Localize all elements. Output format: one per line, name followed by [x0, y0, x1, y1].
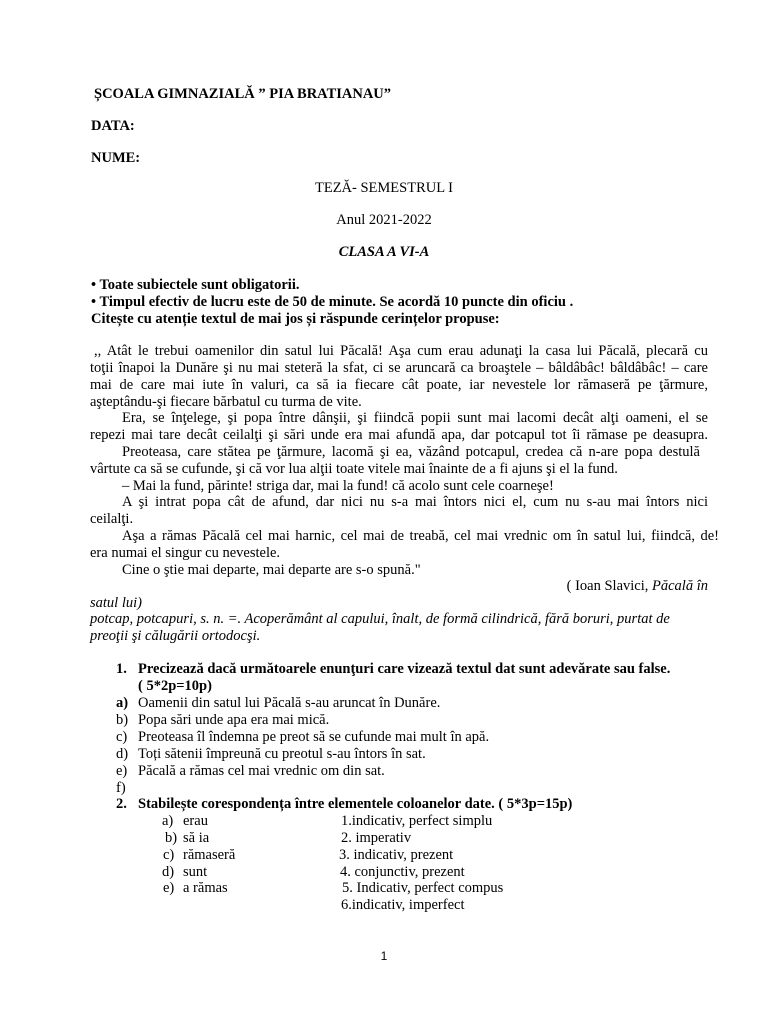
q2-prompt: Stabilește corespondența între elementele coloanelor date. ( 5*3p=15p): [138, 796, 573, 812]
q2-right-item: 5. Indicativ, perfect compus: [342, 880, 504, 896]
text-line: vârtute ca să se cufunde, şi că vor lua alţii toate vitele mai înainte de a fi ajuns şi el la fund.: [90, 461, 618, 477]
text-line: era numai el singur cu nevestele.: [90, 545, 281, 561]
q2-left-letter: c): [163, 847, 175, 863]
q2-left-letter: d): [162, 864, 175, 880]
exam-title: TEZĂ- SEMESTRUL I: [314, 180, 453, 196]
instruction-3: Citește cu atenție textul de mai jos și răspunde cerințelor propuse:: [91, 311, 500, 327]
text-source: ( Ioan Slavici, Păcală în: [566, 578, 708, 594]
text-line: Cine o ştie mai departe, mai departe are s-o spună.": [122, 562, 421, 578]
q2-right-item: 2. imperativ: [341, 830, 412, 846]
instruction-1: • Toate subiectele sunt obligatorii.: [91, 277, 300, 293]
q1-prompt: Precizează dacă următoarele enunţuri care vizează textul dat sunt adevărate sau false.: [138, 661, 671, 677]
q1-item-text: Popa sări unde apa era mai mică.: [138, 712, 330, 728]
name-label: NUME:: [91, 150, 141, 166]
q2-right-item: 3. indicativ, prezent: [339, 847, 454, 863]
q2-left-letter: e): [163, 880, 175, 896]
q2-left-text: să ia: [183, 830, 210, 846]
q1-item-letter: e): [116, 763, 128, 779]
text-line: toţii înapoi la Dunăre şi nu mai steteră la sfat, ci se aruncară ca broaştele – bâldâbâc! bâldâbâc! – care: [90, 360, 708, 376]
text-line: Preoteasa, care stătea pe ţărmure, lacomă şi ea, văzând potcapul, credea că n-are popa destulă: [122, 444, 700, 460]
text-source-cont: satul lui): [90, 595, 142, 611]
date-label: DATA:: [91, 118, 135, 134]
text-line: aşteptându-şi fiecare bărbatul cu turma de vite.: [90, 394, 362, 410]
school-name: ȘCOALA GIMNAZIALĂ ” PIA BRATIANAU”: [94, 86, 392, 102]
q1-item-letter: c): [116, 729, 128, 745]
page-number: 1: [380, 949, 388, 963]
q2-left-text: rămaseră: [183, 847, 236, 863]
class-label: CLASA A VI-A: [338, 244, 430, 260]
q1-number: 1.: [116, 661, 127, 677]
q1-item-letter: a): [116, 695, 129, 711]
q2-left-letter: a): [162, 813, 174, 829]
q2-left-text: erau: [183, 813, 208, 829]
text-line: – Mai la fund, părinte! striga dar, mai la fund! că acolo sunt cele coarneşe!: [122, 478, 554, 494]
text-line: A şi intrat popa cât de afund, dar nici nu s-a mai întors nici el, cum nu s-au mai întors nici: [122, 494, 708, 510]
school-year: Anul 2021-2022: [336, 212, 432, 228]
text-line: Era, se înţelege, şi popa între dânşii, şi fiindcă popii sunt mai lacomi decât alţi oameni, el se: [122, 410, 708, 426]
q2-left-letter: b): [165, 830, 178, 846]
q1-item-letter: f): [116, 780, 126, 796]
q1-item-text: Oamenii din satul lui Păcală s-au aruncat în Dunăre.: [138, 695, 441, 711]
gloss-line: preoţii şi călugării ortodocşi.: [90, 628, 261, 644]
gloss-line: potcap, potcapuri, s. n. =. Acoperământ al capului, înalt, de formă cilindrică, fără boruri, purtat de: [90, 611, 670, 627]
q2-left-text: a rămas: [183, 880, 228, 896]
text-line: Aşa a rămas Păcală cel mai harnic, cel mai de treabă, cel mai vrednic om în satul lui, fiindcă, de!: [122, 528, 719, 544]
text-line: repezi mai tare decât ceilalţi şi sări unde era mai afundă apa, dar potcapul tot îi rămase pe deasupra.: [90, 427, 708, 443]
q2-left-text: sunt: [183, 864, 208, 880]
q1-points: ( 5*2p=10p): [138, 678, 212, 694]
q1-item-letter: d): [116, 746, 129, 762]
text-line: mai de care mai iute în valuri, ca să ia fiecare cât poate, iar nevestele lor rămaseră pe ţărmure,: [90, 377, 708, 393]
q1-item-text: Păcală a rămas cel mai vrednic om din sat.: [138, 763, 385, 779]
q2-right-item: 4. conjunctiv, prezent: [340, 864, 465, 880]
q1-item-letter: b): [116, 712, 129, 728]
text-line: ceilalţi.: [90, 511, 134, 527]
q2-number: 2.: [116, 796, 127, 812]
q1-item-text: Toți sătenii împreună cu preotul s-au întors în sat.: [138, 746, 426, 762]
instruction-2: • Timpul efectiv de lucru este de 50 de minute. Se acordă 10 puncte din oficiu .: [91, 294, 574, 310]
text-line: ,, Atât le trebui oamenilor din satul lui Păcală! Aşa cum erau adunaţi la casa lui Păcală, plecară cu: [94, 343, 708, 359]
q1-item-text: Preoteasa îl îndemna pe preot să se cufunde mai mult în apă.: [138, 729, 490, 745]
q2-right-item: 1.indicativ, perfect simplu: [341, 813, 493, 829]
q2-right-item: 6.indicativ, imperfect: [341, 897, 465, 913]
